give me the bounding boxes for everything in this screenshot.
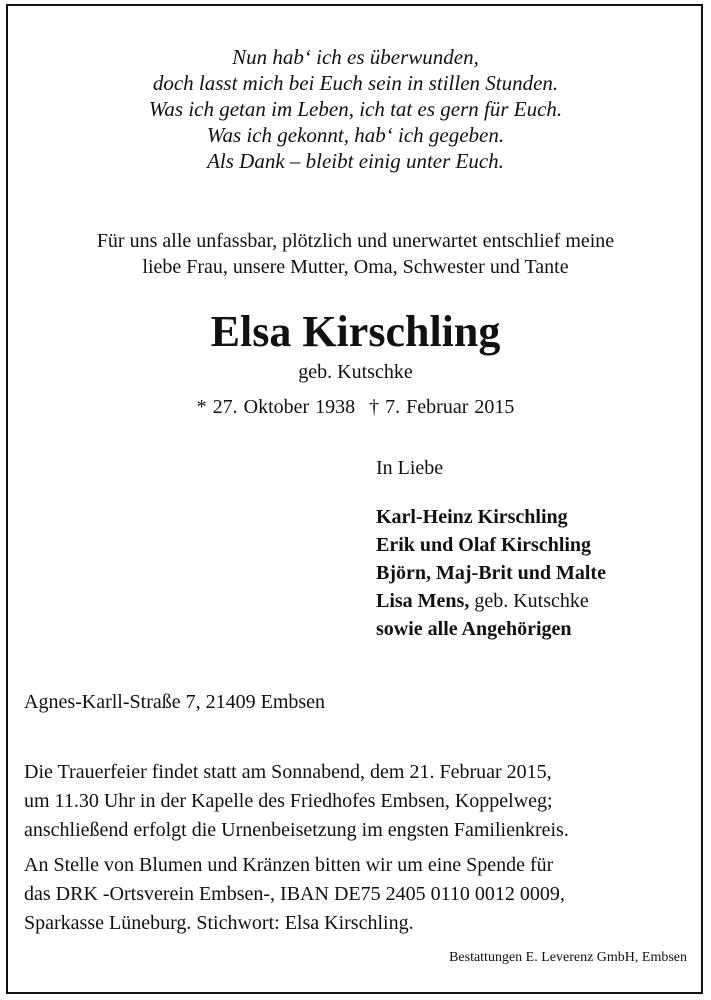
poem-line: Als Dank – bleibt einig unter Euch. — [207, 149, 504, 173]
intro-line: liebe Frau, unsere Mutter, Oma, Schwester und Tante — [142, 256, 569, 278]
undertaker-credit: Bestattungen E. Leverenz GmbH, Embsen — [449, 950, 687, 965]
service-line: anschließend erfolgt die Urnenbeisetzung im engsten Familienkreis. — [24, 819, 569, 841]
memorial-poem — [0, 44, 711, 174]
mourners-block — [376, 454, 606, 643]
donation-line: das DRK -Ortsverein Embsen-, IBAN DE75 2405 0110 0012 0009, — [24, 883, 565, 905]
mourner-maiden-note: geb. Kutschke — [474, 590, 589, 612]
mourner-name: Björn, Maj-Brit und Malte — [376, 562, 606, 584]
life-dates — [0, 392, 711, 422]
poem-line: Was ich gekonnt, hab‘ ich gegeben. — [206, 123, 505, 147]
funeral-service-info — [24, 758, 569, 845]
poem-line: Nun hab‘ ich es überwunden, — [232, 45, 479, 69]
poem-line: Was ich getan im Leben, ich tat es gern für Euch. — [148, 97, 563, 121]
donation-request — [24, 851, 565, 938]
mourner-name: sowie alle Angehörigen — [376, 618, 572, 640]
maiden-name: geb. Kutschke — [298, 361, 413, 383]
mourner-name: Erik und Olaf Kirschling — [376, 534, 592, 556]
donation-line: An Stelle von Blumen und Kränzen bitten wir um eine Spende für — [24, 854, 554, 876]
announcement-intro — [0, 228, 711, 280]
service-line: Die Trauerfeier findet statt am Sonnabend, dem 21. Februar 2015, — [24, 761, 552, 783]
service-line: um 11.30 Uhr in der Kapelle des Friedhofes Embsen, Koppelweg; — [24, 790, 553, 812]
intro-line: Für uns alle unfassbar, plötzlich und unerwartet entschlief meine — [96, 230, 615, 252]
mourner-name: Karl-Heinz Kirschling — [376, 506, 568, 528]
family-address: Agnes-Karll-Straße 7, 21409 Embsen — [24, 691, 326, 713]
donation-line: Sparkasse Lüneburg. Stichwort: Elsa Kirschling. — [24, 912, 414, 934]
mourners-heading: In Liebe — [376, 457, 444, 479]
poem-line: doch lasst mich bei Euch sein in stillen Stunden. — [152, 71, 559, 95]
mourner-name-lisa — [376, 587, 606, 615]
death-date: † 7. Februar 2015 — [369, 396, 515, 418]
deceased-name: Elsa Kirschling — [210, 307, 501, 356]
mourner-name: Lisa Mens, — [376, 590, 470, 612]
birth-date: * 27. Oktober 1938 — [196, 396, 356, 418]
